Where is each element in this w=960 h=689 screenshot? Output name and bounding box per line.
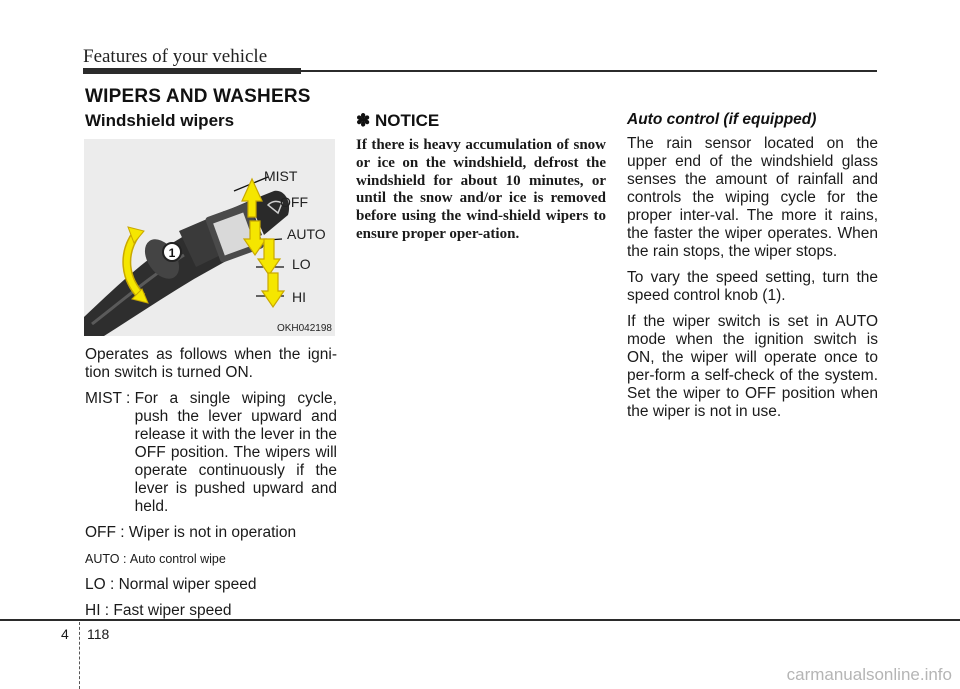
figure-code: OKH042198 [276,323,332,334]
header-rule-thin [301,70,877,72]
mode-item-hi [85,602,337,620]
mode-item-lo [85,576,337,594]
auto-control-paragraph: The rain sensor located on the upper end of the windshield glass senses the amount of rainfall and controls the wiping cycle for the proper inter-val. The more it rains, the faster the wiper operates. When the rain stops, the wiper stops. [627,135,878,260]
wiper-mode-list [85,390,337,620]
mode-term: AUTO : [85,552,130,566]
auto-control-heading: Auto control (if equipped) [627,111,817,128]
mode-term: LO : [85,576,119,593]
notice-body: If there is heavy accumulation of snow or ice on the windshield, defrost the windshield for about 10 minutes, or until the snow and/or ice is removed before using the wind-shield wipers to ensure proper oper-ation. [356,137,606,242]
mode-desc: Normal wiper speed [118,576,257,593]
label-hi: HI [292,289,306,305]
mode-term: OFF : [85,524,129,541]
watermark-text: carmanualsonline.info [786,665,952,684]
auto-control-paragraph: If the wiper switch is set in AUTO mode when the ignition switch is ON, the wiper will operate once to per-form a self-check of the system. Set the wiper to OFF position when the wiper is not in use. [627,313,878,420]
label-off: OFF [280,194,308,210]
mode-item-off [85,524,337,542]
mode-term: MIST : [85,390,135,407]
footer-chapter-number: 4 [61,626,69,642]
notice-title: ✽ NOTICE [356,111,440,130]
mode-item-auto [85,550,337,568]
footer-rule [0,619,960,621]
label-mist: MIST [264,168,298,184]
wipers-heading: Windshield wipers [85,111,235,130]
label-lo: LO [292,256,311,272]
header-rule-thick [83,68,301,74]
mode-item-mist [85,390,337,516]
mode-desc: Fast wiper speed [113,602,232,619]
section-title: WIPERS AND WASHERS [85,86,311,107]
mode-desc: Auto control wipe [129,552,226,566]
page-header-title: Features of your vehicle [83,46,268,67]
auto-control-paragraph: To vary the speed setting, turn the speed control knob (1). [627,269,878,304]
auto-control-column [627,111,878,429]
wiper-lever-figure [84,139,335,336]
wiper-lever-illustration [84,139,335,336]
footer-page-number: 118 [87,626,110,642]
label-auto: AUTO [287,226,326,242]
wiper-intro-text: Operates as follows when the igni-tion switch is turned ON. [85,346,337,381]
notice-column [356,111,606,244]
wiper-modes-column [85,346,337,628]
mode-term: HI : [85,602,114,619]
footer-divider [79,622,80,689]
mode-desc: Wiper is not in operation [128,524,297,541]
mode-desc: For a single wiping cycle, push the lever upward and release it with the lever in the OFF position. The wipers will operate continuously if the lever is pushed upward and held. [134,390,337,515]
callout-number: 1 [168,246,176,260]
